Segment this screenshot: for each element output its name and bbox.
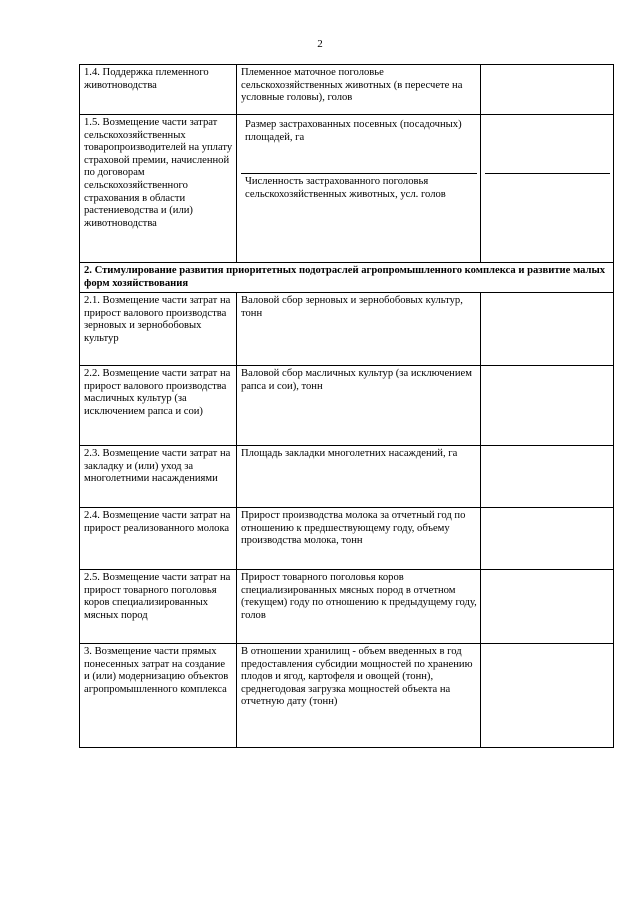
indicators-table (79, 64, 614, 748)
value-cell (481, 508, 614, 570)
indicator-cell: Прирост товарного поголовья коров специализированных мясных пород в отчетном (текущем) году по отношению к предыдущему году, голов (237, 570, 481, 644)
measure-cell: 2.2. Возмещение части затрат на прирост валового производства масличных культур (за исключением рапса и сои) (80, 366, 237, 446)
value-cell (485, 117, 610, 173)
indicator-cell: Размер застрахованных посевных (посадочных) площадей, га (245, 119, 462, 143)
section-row (80, 263, 614, 293)
indicator-cell: Валовой сбор масличных культур (за исключением рапса и сои), тонн (237, 366, 481, 446)
table-row (80, 115, 614, 263)
measure-cell: 2.1. Возмещение части затрат на прирост валового производства зерновых и зернобобовых культур (80, 293, 237, 366)
value-cell (481, 644, 614, 748)
measure-cell: 1.5. Возмещение части затрат сельскохозяйственных товаропроизводителей на уплату страховой премии, начисленной по договорам сельскохозяйственного страхования в области растениеводства и (или) животноводства (80, 115, 237, 263)
value-cell (481, 65, 614, 115)
value-cell (481, 446, 614, 508)
measure-cell: 2.3. Возмещение части затрат на закладку и (или) уход за многолетними насаждениями (80, 446, 237, 508)
measure-cell: 2.4. Возмещение части затрат на прирост реализованного молока (80, 508, 237, 570)
table-row (80, 446, 614, 508)
indicator-cell-group (237, 115, 481, 263)
section-heading: 2. Стимулирование развития приоритетных подотраслей агропромышленного комплекса и развитие малых форм хозяйствования (80, 263, 614, 293)
indicator-cell: Площадь закладки многолетних насаждений, га (237, 446, 481, 508)
indicator-cell: Племенное маточное поголовье сельскохозяйственных животных (в пересчете на условные головы), голов (237, 65, 481, 115)
table-row (80, 644, 614, 748)
table-row (80, 366, 614, 446)
table-row (80, 65, 614, 115)
table-row (80, 570, 614, 644)
value-cell (481, 366, 614, 446)
indicator-cell: Валовой сбор зерновых и зернобобовых культур, тонн (237, 293, 481, 366)
value-cell (481, 293, 614, 366)
indicator-cell: Численность застрахованного поголовья сельскохозяйственных животных, усл. голов (241, 173, 477, 202)
indicator-cell: Прирост производства молока за отчетный год по отношению к предшествующему году, объему производства молока, тонн (237, 508, 481, 570)
page-number: 2 (317, 38, 323, 50)
value-cell-group (481, 115, 614, 263)
value-cell (481, 570, 614, 644)
measure-cell: 2.5. Возмещение части затрат на прирост товарного поголовья коров специализированных мясных пород (80, 570, 237, 644)
measure-cell: 3. Возмещение части прямых понесенных затрат на создание и (или) модернизацию объектов агропромышленного комплекса (80, 644, 237, 748)
indicator-cell: В отношении хранилищ - объем введенных в год предоставления субсидии мощностей по хранению плодов и ягод, картофеля и овощей (тонн), среднегодовая загрузка мощностей объекта на отчетную дату (тонн) (237, 644, 481, 748)
value-cell (485, 173, 610, 177)
table-row (80, 508, 614, 570)
measure-cell: 1.4. Поддержка племенного животноводства (80, 65, 237, 115)
table-row (80, 293, 614, 366)
